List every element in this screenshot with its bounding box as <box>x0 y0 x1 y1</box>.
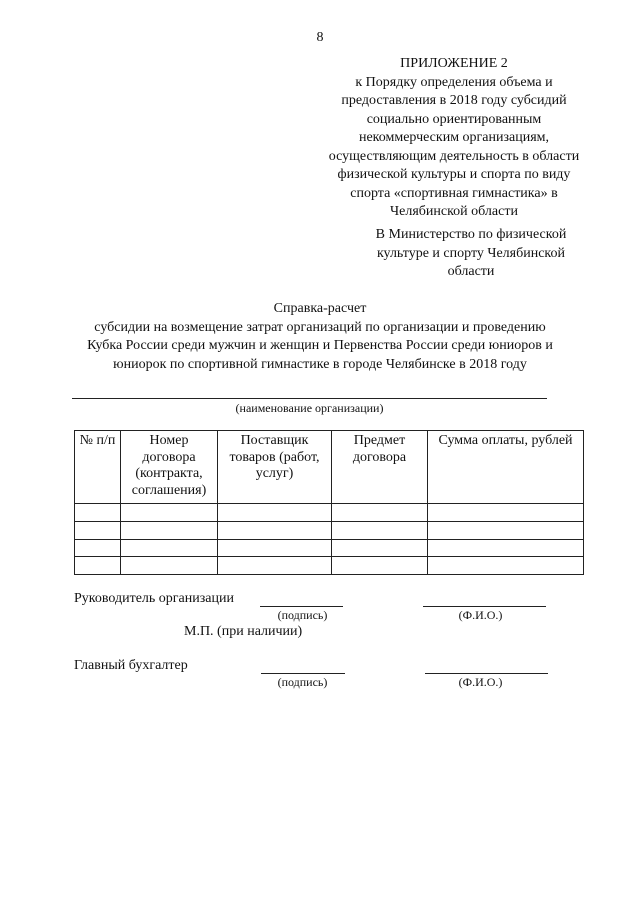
appendix-line: спорта «спортивная гимнастика» в <box>350 185 558 201</box>
page-number: 8 <box>316 30 324 45</box>
appendix-line: к Порядку определения объема и <box>355 74 553 90</box>
seal-note: М.П. (при наличии) <box>184 624 303 639</box>
accountant-signature-caption: (подпись) <box>277 675 328 689</box>
table-cell <box>121 521 218 539</box>
table-cell <box>332 539 428 557</box>
table-cell <box>75 557 121 575</box>
table-header-row <box>75 431 584 504</box>
table-cell <box>218 504 332 522</box>
table-cell <box>121 539 218 557</box>
head-signature-line <box>260 606 343 607</box>
appendix-line: предоставления в 2018 году субсидий <box>341 93 567 108</box>
appendix-line: Челябинской области <box>390 204 518 219</box>
addressee-line: области <box>447 264 495 279</box>
payments-table <box>74 430 584 575</box>
table-cell <box>218 521 332 539</box>
reference-line: юниорок по спортивной гимнастике в городе Челябинске в 2018 году <box>113 356 527 372</box>
addressee-line: культуре и спорту Челябинской <box>376 245 566 261</box>
table-cell <box>332 504 428 522</box>
head-signature-label: Руководитель организации <box>74 591 234 606</box>
head-name-line <box>423 606 546 607</box>
addressee-block <box>352 226 590 282</box>
header-contract-subject: Предмет договора <box>332 431 428 504</box>
organization-name-line <box>72 398 547 399</box>
reference-heading <box>60 300 580 374</box>
table-cell <box>75 504 121 522</box>
table-cell <box>428 539 584 557</box>
appendix-block <box>318 55 590 222</box>
table-cell <box>121 504 218 522</box>
table-cell <box>121 557 218 575</box>
table-cell <box>75 539 121 557</box>
table-cell <box>428 557 584 575</box>
header-supplier: Поставщик товаров (работ, услуг) <box>218 431 332 504</box>
appendix-line: социально ориентированным <box>366 111 542 127</box>
table-cell <box>218 539 332 557</box>
accountant-name-line <box>425 673 548 674</box>
header-payment-amount: Сумма оплаты, рублей <box>428 431 584 504</box>
table-cell <box>428 504 584 522</box>
table-row <box>75 504 584 522</box>
table-cell <box>332 521 428 539</box>
appendix-line: осуществляющим деятельность в области <box>328 148 580 164</box>
appendix-title: ПРИЛОЖЕНИЕ 2 <box>400 56 508 71</box>
reference-line: Кубка России среди мужчин и женщин и Первенства России среди юниоров и <box>87 338 553 353</box>
accountant-name-caption: (Ф.И.О.) <box>458 675 503 689</box>
addressee-line: В Министерство по физической <box>375 227 567 242</box>
accountant-signature-label: Главный бухгалтер <box>74 658 188 673</box>
reference-line: субсидии на возмещение затрат организаций по организации и проведению <box>94 319 546 335</box>
table-row <box>75 557 584 575</box>
table-cell <box>428 521 584 539</box>
table-row <box>75 539 584 557</box>
appendix-line: некоммерческим организациям, <box>358 130 550 145</box>
table-cell <box>75 521 121 539</box>
table-cell <box>218 557 332 575</box>
appendix-line: физической культуры и спорта по виду <box>337 167 571 182</box>
accountant-signature-line <box>261 673 345 674</box>
table-row <box>75 521 584 539</box>
table-cell <box>332 557 428 575</box>
reference-title: Справка-расчет <box>273 301 367 316</box>
head-signature-caption: (подпись) <box>277 608 328 622</box>
header-number: № п/п <box>75 431 121 504</box>
head-name-caption: (Ф.И.О.) <box>458 608 503 622</box>
organization-caption: (наименование организации) <box>235 401 384 415</box>
header-contract-number: Номер договора (контракта, соглашения) <box>121 431 218 504</box>
